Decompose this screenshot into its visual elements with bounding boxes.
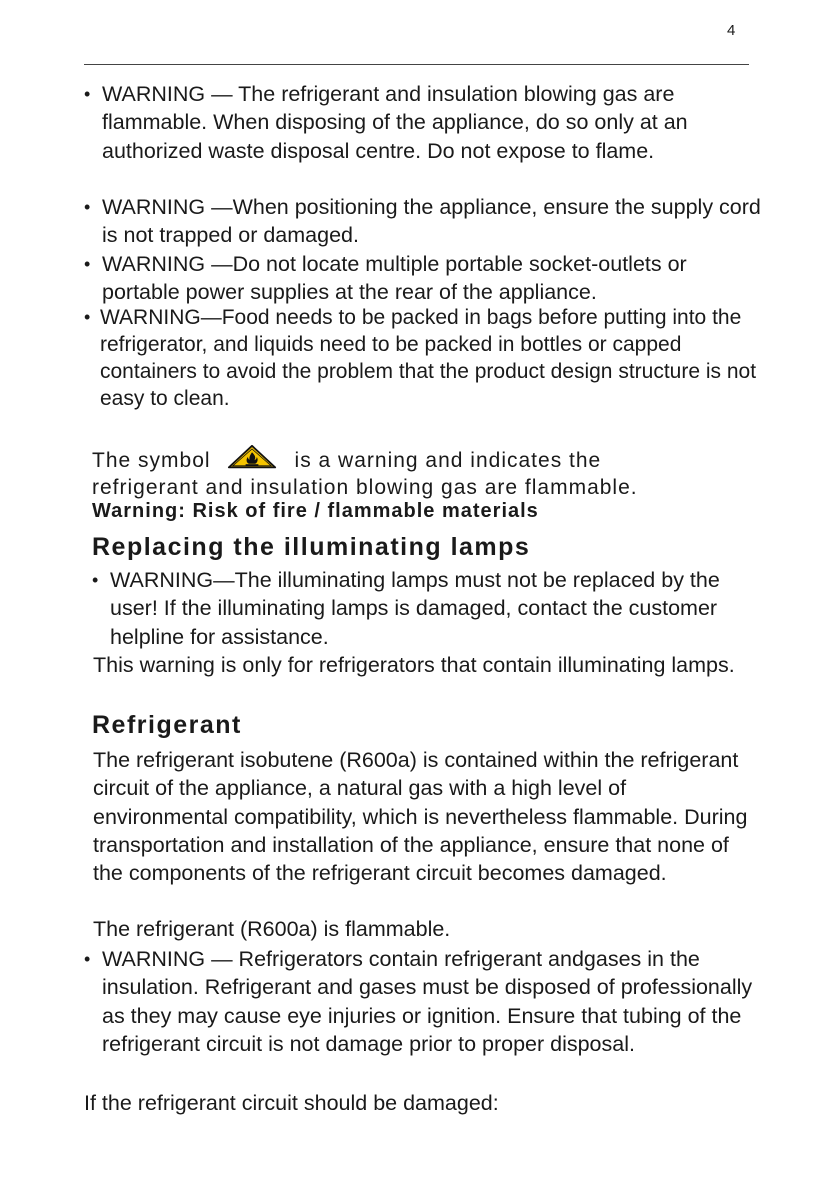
symbol-notice (92, 445, 772, 501)
warning-bullet-disposal (84, 80, 764, 165)
warning-bullet-lamps (92, 566, 772, 651)
warning-text-refrigerant-disposal: WARNING — Refrigerators contain refrigerant andgases in the insulation. Refrigerant and gases must be disposed of professionally as they may cause eye injuries or ignition. Ensure that tubing of the refrigerant circuit is not damage prior to proper disposal. (102, 947, 753, 1056)
fire-risk-warning: Warning: Risk of fire / flammable materials (92, 500, 539, 522)
page-number: 4 (727, 22, 736, 39)
warning-text-supply-cord: WARNING —When positioning the appliance, ensure the supply cord is not trapped or damaged. (102, 195, 761, 248)
warning-text-lamps: WARNING—The illuminating lamps must not be replaced by the user! If the illuminating lamps is damaged, contact the customer helpline for assistance. (110, 568, 720, 649)
bullet-dot: • (92, 570, 99, 590)
warning-text-food-packing: WARNING—Food needs to be packed in bags before putting into the refrigerator, and liquids need to be packed in bottles or capped containers to avoid the problem that the product design structure is not easy to clean. (100, 306, 757, 410)
refrigerant-paragraph: The refrigerant isobutene (R600a) is contained within the refrigerant circuit of the appliance, a natural gas with a high level of environmental compatibility, which is nevertheless flammable. During transportation and installation of the appliance, ensure that none of the components of the refrigerant circuit becomes damaged. (93, 748, 748, 886)
symbol-notice-before-icon: The symbol (92, 449, 211, 472)
flammable-warning-triangle-icon (221, 445, 283, 469)
warning-bullet-supply-cord (84, 193, 764, 250)
heading-replacing-lamps: Replacing the illuminating lamps (92, 533, 531, 561)
warning-bullet-food-packing (84, 304, 764, 412)
heading-refrigerant: Refrigerant (92, 711, 242, 739)
symbol-notice-after-icon: is a warning and indicates the (294, 449, 602, 472)
warning-text-socket-outlets: WARNING —Do not locate multiple portable socket-outlets or portable power supplies at the rear of the appliance. (102, 252, 687, 305)
warning-text-disposal: WARNING — The refrigerant and insulation blowing gas are flammable. When disposing of the appliance, do so only at an authorized waste disposal centre. Do not expose to flame. (102, 82, 688, 163)
lamps-note: This warning is only for refrigerators that contain illuminating lamps. (93, 653, 735, 677)
warning-bullet-refrigerant-disposal (84, 945, 764, 1058)
bullet-dot: • (84, 197, 91, 217)
bullet-dot: • (84, 307, 91, 327)
symbol-notice-line1 (92, 445, 772, 474)
bullet-dot: • (84, 949, 91, 969)
top-rule (84, 64, 749, 65)
refrigerant-damaged-intro: If the refrigerant circuit should be damaged: (84, 1091, 499, 1115)
flame-base (245, 464, 258, 465)
warning-bullet-socket-outlets (84, 250, 764, 307)
symbol-notice-line2: refrigerant and insulation blowing gas are flammable. (92, 476, 638, 499)
bullet-dot: • (84, 84, 91, 104)
bullet-dot: • (84, 254, 91, 274)
refrigerant-flammable-note: The refrigerant (R600a) is flammable. (93, 917, 451, 941)
